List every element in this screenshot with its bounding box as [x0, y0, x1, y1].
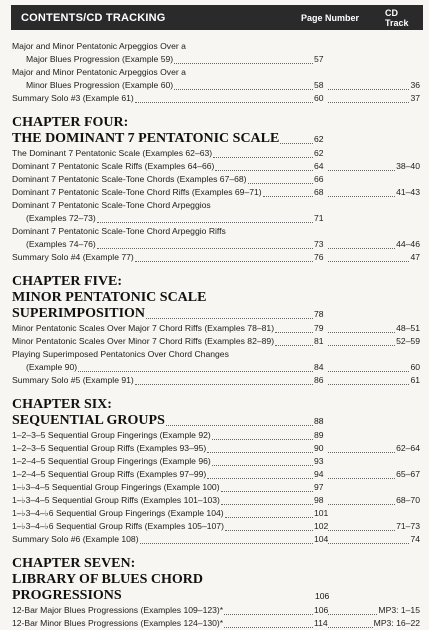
page-number: 101 [314, 508, 329, 518]
page-number: 104 [314, 534, 329, 544]
entry-title: Playing Superimposed Pentatonics Over Chord Changes [12, 349, 229, 359]
leader-dots [328, 160, 395, 171]
leader-dots [135, 92, 313, 103]
chapter-page-number: 78 [314, 309, 324, 319]
chapter-title: CHAPTER FOUR: [12, 115, 129, 130]
toc-entry [12, 251, 420, 264]
leader-dots [140, 533, 313, 544]
cd-track: 60 [410, 362, 420, 372]
leader-dots [166, 415, 313, 426]
toc-entry [12, 335, 420, 348]
leader-dots [207, 468, 313, 479]
cd-track: 74 [410, 534, 420, 544]
entry-title: Major and Minor Pentatonic Arpeggios Over a [12, 67, 186, 77]
contents-header [11, 5, 423, 30]
cd-track: 36 [410, 80, 420, 90]
cd-track: MP3: 16–22 [373, 618, 420, 628]
cd-track: 44–46 [396, 239, 420, 249]
leader-dots [225, 520, 313, 531]
leader-dots [213, 147, 313, 158]
toc-entry [12, 429, 420, 442]
leader-dots [248, 173, 313, 184]
toc-entry [12, 225, 420, 251]
leader-dots [275, 335, 313, 346]
cd-track: 61 [410, 375, 420, 385]
chapter-page-number: 88 [314, 416, 324, 426]
page-number: 57 [314, 54, 324, 64]
entry-title: 12-Bar Minor Blues Progressions (Examples 124–130)* [12, 618, 224, 628]
cd-track-column-label: CD Track [385, 7, 409, 28]
page-number: 66 [314, 174, 324, 184]
entry-title: Summary Solo #5 (Example 91) [12, 375, 134, 385]
toc-entry [12, 322, 420, 335]
leader-dots [224, 604, 313, 615]
cd-track: 38–40 [396, 161, 420, 171]
page-number: 68 [314, 187, 324, 197]
leader-dots [212, 429, 313, 440]
leader-dots [221, 481, 313, 492]
page-number: 79 [314, 323, 324, 333]
leader-dots [328, 238, 395, 249]
leader-dots [328, 494, 395, 505]
entry-title: The Dominant 7 Pentatonic Scale (Examples 62–63) [12, 148, 213, 158]
page-number: 102 [314, 521, 329, 531]
leader-dots [97, 238, 313, 249]
toc-entry [12, 520, 420, 533]
page-number: 60 [314, 93, 324, 103]
chapter-title: CHAPTER FIVE: [12, 274, 123, 289]
cd-track: 47 [410, 252, 420, 262]
leader-dots [207, 442, 313, 453]
leader-dots [225, 507, 313, 518]
entry-title: 1–2–4–5 Sequential Group Fingerings (Example 96) [12, 456, 211, 466]
leader-dots [212, 455, 313, 466]
toc-entry [12, 455, 420, 468]
chapter-heading [12, 397, 420, 429]
leader-dots [174, 53, 313, 64]
cd-track: 68–70 [396, 495, 420, 505]
entry-title: 1–♭3–4–5 Sequential Group Fingerings (Example 100) [12, 482, 220, 492]
leader-dots [328, 617, 373, 628]
leader-dots [328, 251, 409, 262]
toc-entry [12, 374, 420, 387]
toc-entry [12, 92, 420, 105]
page-number: 76 [314, 252, 324, 262]
cd-track: 37 [410, 93, 420, 103]
entry-title: 1–♭3–4–5 Sequential Group Riffs (Examples 101–103) [12, 495, 220, 505]
toc-entry [12, 160, 420, 173]
toc-entry [12, 147, 420, 160]
entry-title: Summary Solo #4 (Example 77) [12, 252, 134, 262]
entry-title-continued: (Example 90) [26, 362, 78, 372]
toc-entry [12, 173, 420, 186]
toc-entry [12, 66, 420, 92]
cd-track: 62–64 [396, 443, 420, 453]
page-number-column-label: Page Number [301, 12, 360, 23]
leader-dots [263, 186, 313, 197]
leader-dots [328, 79, 409, 90]
chapter-title: SUPERIMPOSITION [12, 306, 146, 321]
page-number: 81 [314, 336, 324, 346]
page-number: 62 [314, 148, 324, 158]
entry-title: Summary Solo #6 (Example 108) [12, 534, 139, 544]
page-number: 114 [314, 618, 328, 628]
cd-track: MP3: 1–15 [378, 605, 420, 615]
entry-title-continued: Minor Blues Progression (Example 60) [26, 80, 174, 90]
entry-title-continued: Major Blues Progression (Example 59) [26, 54, 174, 64]
chapter-title: THE DOMINANT 7 PENTATONIC SCALE [12, 131, 280, 146]
leader-dots [221, 494, 313, 505]
leader-dots [280, 133, 313, 144]
toc-entry [12, 348, 420, 374]
chapter-page-number: 106 [314, 591, 330, 601]
leader-dots [78, 361, 313, 372]
leader-dots [224, 617, 313, 628]
leader-dots [97, 212, 313, 223]
entry-title-continued: (Examples 72–73) [26, 213, 96, 223]
page-number: 58 [314, 80, 324, 90]
toc-entry [12, 442, 420, 455]
page-number: 64 [314, 161, 324, 171]
leader-dots [215, 160, 313, 171]
leader-dots [328, 186, 395, 197]
header-title: CONTENTS/CD TRACKING [21, 11, 166, 24]
entry-title: Major and Minor Pentatonic Arpeggios Over a [12, 41, 186, 51]
toc-content [12, 40, 420, 630]
cd-track: 41–43 [396, 187, 420, 197]
chapter-title: MINOR PENTATONIC SCALE [12, 290, 207, 305]
leader-dots [328, 361, 409, 372]
chapter-title: LIBRARY OF BLUES CHORD PROGRESSIONS [12, 572, 203, 603]
chapter-title: SEQUENTIAL GROUPS [12, 413, 165, 428]
entry-title: Dominant 7 Pentatonic Scale-Tone Chord Arpeggio Riffs [12, 226, 226, 236]
entry-title: Minor Pentatonic Scales Over Minor 7 Chord Riffs (Examples 82–89) [12, 336, 275, 346]
page-number: 90 [314, 443, 324, 453]
leader-dots [328, 374, 409, 385]
cd-track: 71–73 [396, 521, 420, 531]
leader-dots [174, 79, 313, 90]
chapter-page-number: 62 [314, 134, 324, 144]
entry-title-continued: (Examples 74–76) [26, 239, 96, 249]
toc-entry [12, 481, 420, 494]
page-number: 98 [314, 495, 324, 505]
leader-dots [135, 374, 313, 385]
entry-title: Minor Pentatonic Scales Over Major 7 Chord Riffs (Examples 78–81) [12, 323, 275, 333]
chapter-heading [12, 556, 420, 604]
entry-title: 1–♭3–4–♭6 Sequential Group Fingerings (Example 104) [12, 508, 224, 518]
leader-dots [328, 604, 377, 615]
leader-dots [328, 335, 395, 346]
toc-entry [12, 533, 420, 546]
page-number: 106 [314, 605, 329, 615]
chapter-title: CHAPTER SEVEN: [12, 556, 136, 571]
page-number: 94 [314, 469, 324, 479]
toc-entry [12, 40, 420, 66]
page-number: 71 [314, 213, 324, 223]
page-number: 97 [314, 482, 324, 492]
chapter-heading [12, 115, 420, 147]
leader-dots [328, 468, 395, 479]
entry-title: 12-Bar Major Blues Progressions (Examples 109–123)* [12, 605, 224, 615]
page-number: 84 [314, 362, 324, 372]
leader-dots [275, 322, 313, 333]
entry-title: Dominant 7 Pentatonic Scale Riffs (Examples 64–66) [12, 161, 215, 171]
entry-title: 1–2–4–5 Sequential Group Riffs (Examples 97–99) [12, 469, 207, 479]
toc-entry [12, 604, 420, 617]
cd-track: 65–67 [396, 469, 420, 479]
leader-dots [328, 520, 395, 531]
entry-title: Dominant 7 Pentatonic Scale-Tone Chords (Examples 67–68) [12, 174, 247, 184]
entry-title: 1–♭3–4–♭6 Sequential Group Riffs (Examples 105–107) [12, 521, 224, 531]
leader-dots [146, 308, 313, 319]
entry-title: 1–2–3–5 Sequential Group Fingerings (Example 92) [12, 430, 211, 440]
chapter-heading [12, 274, 420, 322]
leader-dots [328, 322, 395, 333]
leader-dots [328, 442, 395, 453]
entry-title: Dominant 7 Pentatonic Scale-Tone Chord Arpeggios [12, 200, 211, 210]
toc-entry [12, 494, 420, 507]
leader-dots [328, 92, 409, 103]
toc-entry [12, 617, 420, 630]
leader-dots [135, 251, 313, 262]
toc-entry [12, 199, 420, 225]
toc-entry [12, 468, 420, 481]
entry-title: 1–2–3–5 Sequential Group Riffs (Examples 93–95) [12, 443, 207, 453]
toc-entry [12, 186, 420, 199]
page-number: 73 [314, 239, 324, 249]
chapter-title: CHAPTER SIX: [12, 397, 112, 412]
cd-track: 48–51 [396, 323, 420, 333]
page-number: 93 [314, 456, 324, 466]
entry-title: Dominant 7 Pentatonic Scale-Tone Chord Riffs (Examples 69–71) [12, 187, 262, 197]
cd-track: 52–59 [396, 336, 420, 346]
page-number: 89 [314, 430, 324, 440]
page-number: 86 [314, 375, 324, 385]
toc-entry [12, 507, 420, 520]
entry-title: Summary Solo #3 (Example 61) [12, 93, 134, 103]
leader-dots [328, 533, 409, 544]
